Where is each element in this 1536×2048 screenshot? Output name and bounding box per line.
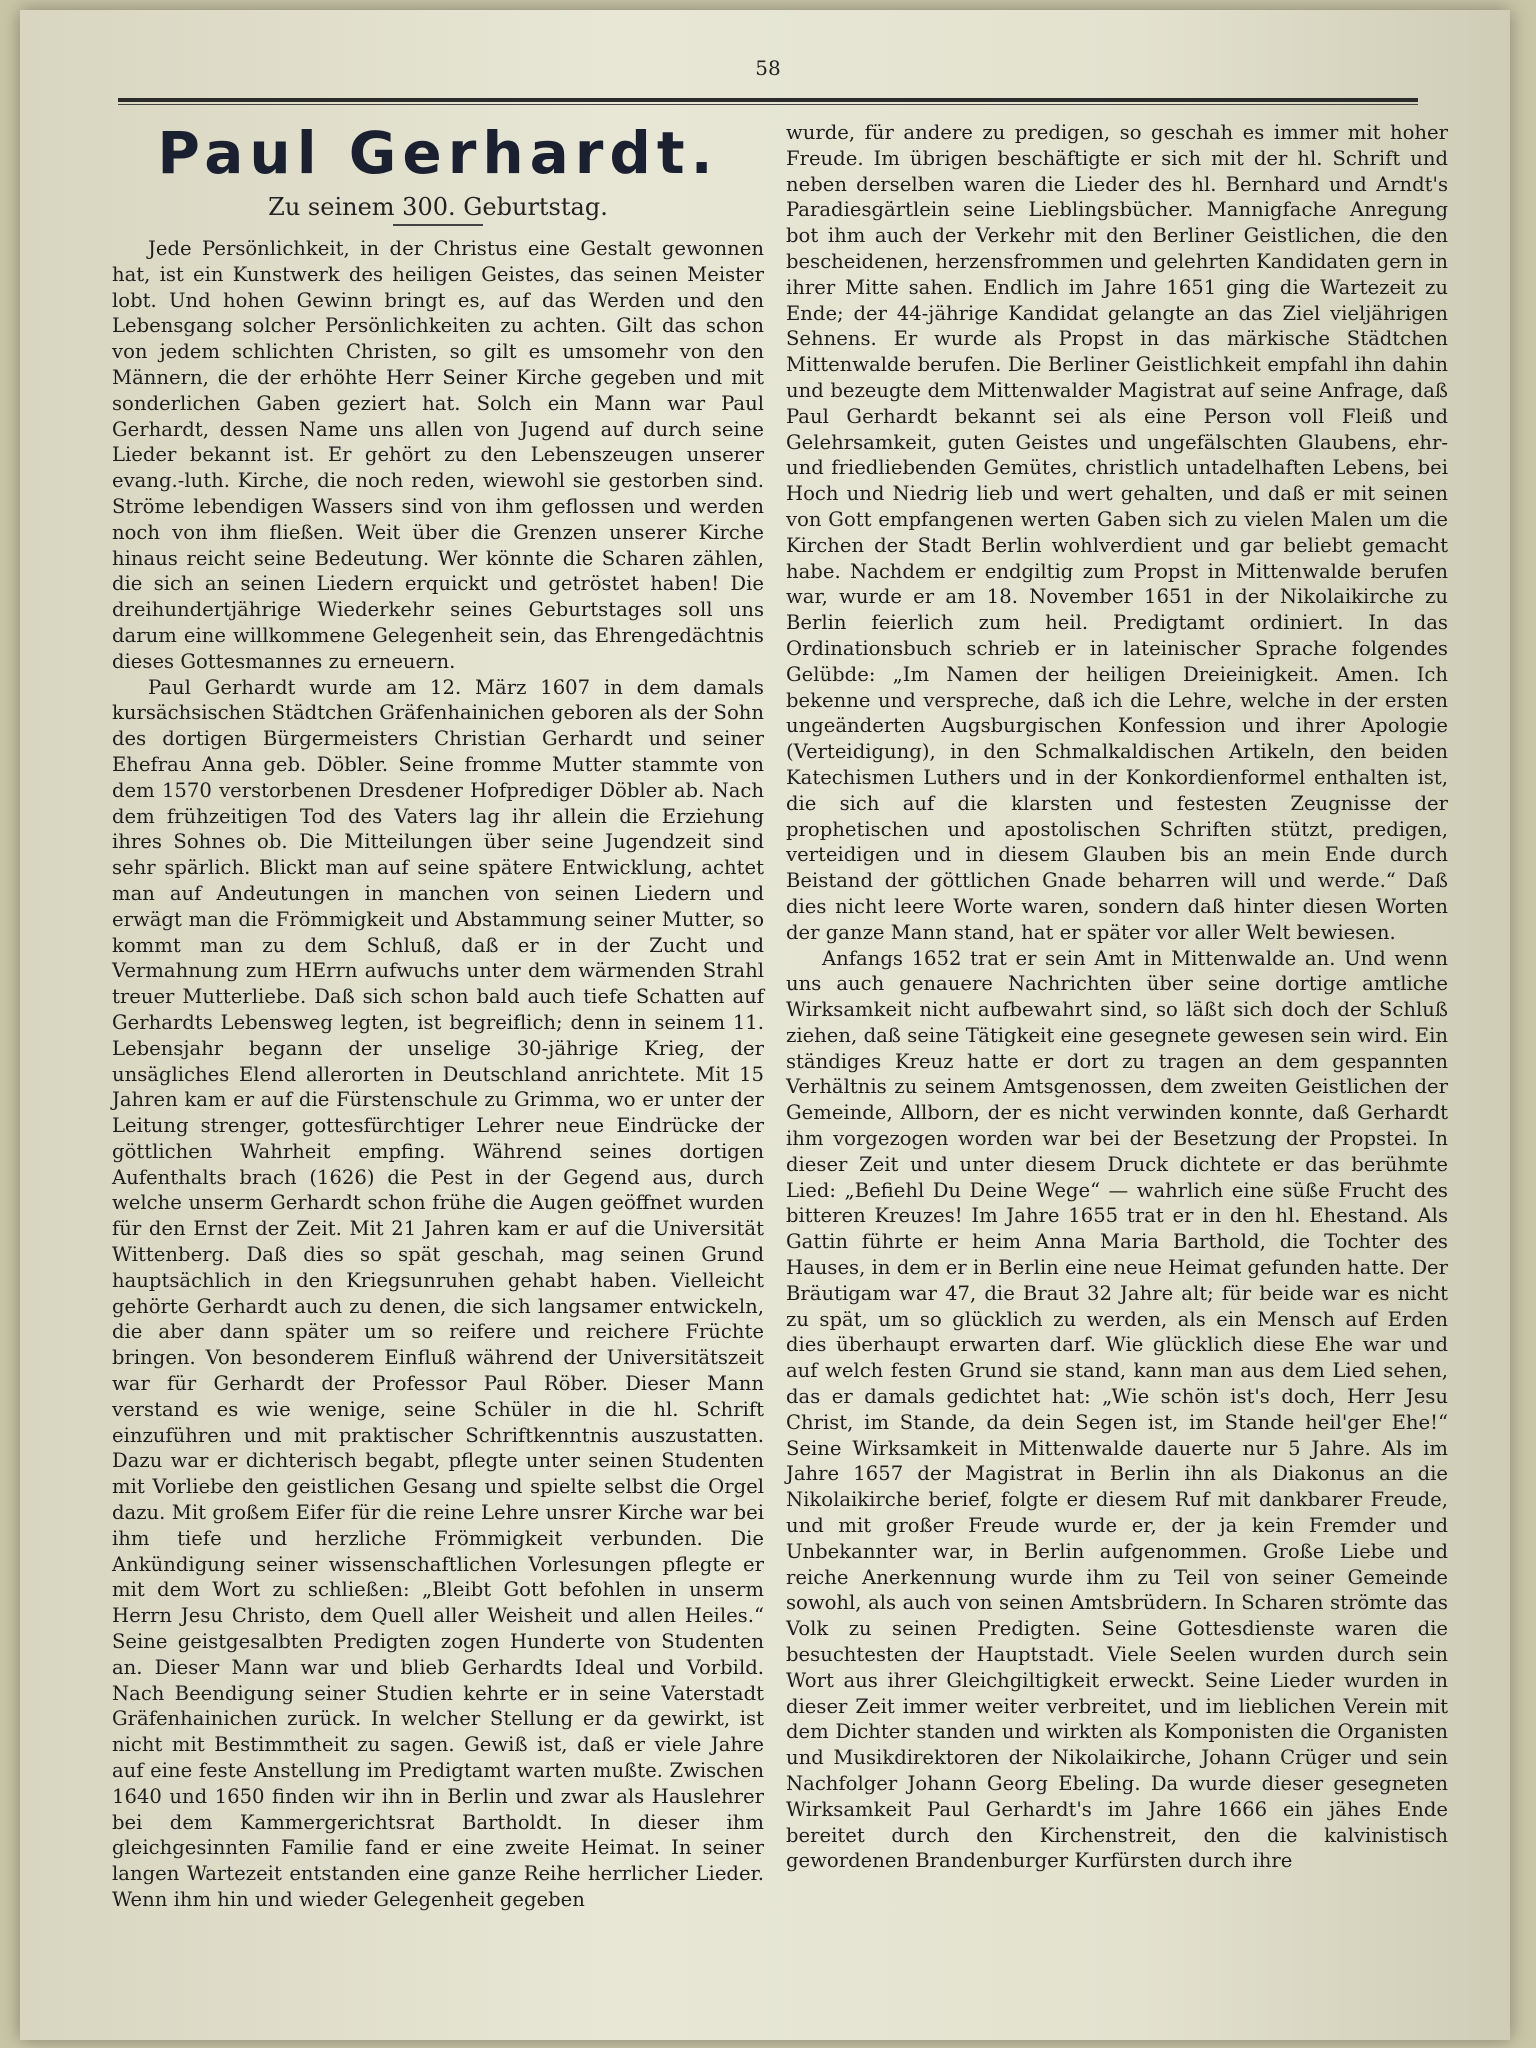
left-column xyxy=(112,118,764,1913)
page-number: 58 xyxy=(755,56,781,80)
article-title: Paul Gerhardt. xyxy=(157,119,719,187)
paragraph-intro: Jede Persönlichkeit, in der Christus eine Gestalt gewonnen hat, ist ein Kunstwerk des heiligen Geistes, das seinen Meister lobt. Und hohen Gewinn bringt es, auf das Werden und den Lebensgang solcher Persönlichkeiten zu achten. Gilt das schon von jedem schlichten Christen, so gilt es umsomehr von den Männern, die der erhöhte Herr Seiner Kirche gegeben und mit sonderlichen Gaben geziert hat. Solch ein Mann war Paul Gerhardt, dessen Name uns allen von Jugend auf durch seine Lieder bekannt ist. Er gehört zu den Lebenszeugen unserer evang.-luth. Kirche, die noch reden, wiewohl sie gestorben sind. Ströme lebendigen Wassers sind von ihm geflossen und werden noch von ihm fließen. Weit über die Grenzen unserer Kirche hinaus reicht seine Bedeutung. Wer könnte die Scharen zählen, die sich an seinen Liedern erquickt und getröstet haben! Die dreihundertjährige Wiederkehr seines Geburtstages soll uns darum eine willkommene Gelegenheit sein, das Ehrengedächtnis dieses Gottesmannes zu erneuern. xyxy=(112,237,764,673)
right-column xyxy=(786,120,1448,1874)
paragraph-biography: Paul Gerhardt wurde am 12. März 1607 in dem damals kursächsischen Städtchen Gräfenhainichen geboren als der Sohn des dortigen Bürgermeisters Christian Gerhardt und seiner Ehefrau Anna geb. Döbler. Seine fromme Mutter stammte von dem 1570 verstorbenen Dresdener Hofprediger Döbler ab. Nach dem frühzeitigen Tod des Vaters lag ihr allein die Erziehung ihres Sohnes ob. Die Mitteilungen über seine Jugendzeit sind sehr spärlich. Blickt man auf seine spätere Entwicklung, achtet man auf Andeutungen in manchen von seinen Liedern und erwägt man die Frömmigkeit und Abstammung seiner Mutter, so kommt man zu dem Schluß, daß er in der Zucht und Vermahnung zum HErrn aufwuchs unter dem wärmenden Strahl treuer Mutterliebe. Daß sich schon bald auch tiefe Schatten auf Gerhardts Lebensweg legten, ist begreiflich; denn in seinem 11. Lebensjahr begann der unselige 30-jährige Krieg, der unsägliches Elend allerorten in Deutschland anrichtete. Mit 15 Jahren kam er auf die Fürstenschule zu Grimma, wo er unter der Leitung strenger, gottesfürchtiger Lehrer neue Eindrücke der göttlichen Wahrheit empfing. Während seines dortigen Aufenthalts brach (1626) die Pest in der Gegend aus, durch welche unserm Gerhardt schon frühe die Augen geöffnet wurden für den Ernst der Zeit. Mit 21 Jahren kam er auf die Universität Wittenberg. Daß dies so spät geschah, mag seinen Grund hauptsächlich in den Kriegsunruhen gehabt haben. Vielleicht gehörte Gerhardt auch zu denen, die sich langsamer entwickeln, die aber dann später um so reifere und reichere Früchte bringen. Von besonderem Einfluß während der Universitätszeit war für Gerhardt der Professor Paul Röber. Dieser Mann verstand es wie wenige, seine Schüler in die hl. Schrift einzuführen und mit praktischer Schriftkenntnis auszustatten. Dazu war er dichterisch begabt, pflegte unter seinen Studenten mit Vorliebe den geistlichen Gesang und spielte selbst die Orgel dazu. Mit großem Eifer für die reine Lehre unsrer Kirche war bei ihm tiefe und herzliche Frömmigkeit verbunden. Die Ankündigung seiner wissenschaftlichen Vorlesungen pflegte er mit dem Wort zu schließen: „Bleibt Gott befohlen in unserm Herrn Jesu Christo, dem Quell aller Weisheit und allen Heiles.“ Seine geistgesalbten Predigten zogen Hunderte von Studenten an. Dieser Mann war und blieb Gerhardts Ideal und Vorbild. Nach Beendigung seiner Studien kehrte er in seine Vaterstadt Gräfenhainichen zurück. In welcher Stellung er da gewirkt, ist nicht mit Bestimmtheit zu sagen. Gewiß ist, daß er viele Jahre auf eine feste Anstellung im Predigtamt warten mußte. Zwischen 1640 und 1650 finden wir ihn in Berlin und zwar als Hauslehrer bei dem Kammergerichtsrat Bartholdt. In dieser ihm gleichgesinnten Familie fand er eine zweite Heimat. In seiner langen Wartezeit entstanden eine ganze Reihe herrlicher Lieder. Wenn ihm hin und wieder Gelegenheit gegeben xyxy=(112,675,764,1911)
paragraph-continuation: wurde, für andere zu predigen, so geschah es immer mit hoher Freude. Im übrigen beschäftigte er sich mit der hl. Schrift und neben derselben waren die Lieder des hl. Bernhard und Arndt's Paradiesgärtlein seine Lieblingsbücher. Mannigfache Anregung bot ihm auch der Verkehr mit den Berliner Geistlichen, die den bescheidenen, herzensfrommen und gelehrten Kandidaten gern in ihrer Mitte sahen. Endlich im Jahre 1651 ging die Wartezeit zu Ende; der 44-jährige Kandidat gelangte an das Ziel vieljährigen Sehnens. Er wurde als Propst in das märkische Städtchen Mittenwalde berufen. Die Berliner Geistlichkeit empfahl ihn dahin und bezeugte dem Mittenwalder Magistrat auf seine Anfrage, daß Paul Gerhardt bekannt sei als eine Person voll Fleiß und Gelehrsamkeit, guten Geistes und ungefälschten Glaubens, ehr- und friedliebenden Gemütes, christlich untadelhaften Lebens, bei Hoch und Niedrig lieb und wert gehalten, und daß er mit seinen von Gott empfangenen werten Gaben sich zu vielen Malen um die Kirchen der Stadt Berlin wohlverdient und gar beliebt gemacht habe. Nachdem er endgiltig zum Propst in Mittenwalde berufen war, wurde er am 18. November 1651 in der Nikolaikirche zu Berlin feierlich zum heil. Predigtamt ordiniert. In das Ordinationsbuch schrieb er in lateinischer Sprache folgendes Gelübde: „Im Namen der heiligen Dreieinigkeit. Amen. Ich bekenne und verspreche, daß ich die Lehre, welche in der ersten ungeänderten Augsburgischen Konfession und ihrer Apologie (Verteidigung), in den Schmalkaldischen Artikeln, den beiden Katechismen Luthers und in der Konkordienformel enthalten ist, die sich auf die klarsten und festesten Zeugnisse der prophetischen und apostolischen Schriften stützt, predigen, verteidigen und in diesem Glauben bis an mein Ende durch Beistand der göttlichen Gnade beharren will und werde.“ Daß dies nicht leere Worte waren, sondern daß hinter diesen Worten der ganze Mann stand, hat er später vor aller Welt bewiesen. xyxy=(786,121,1448,944)
header-rule xyxy=(118,98,1418,102)
article-subtitle: Zu seinem 300. Geburtstag. xyxy=(268,193,608,221)
subtitle-rule xyxy=(393,224,483,226)
header-rule-thin xyxy=(118,104,1418,105)
paragraph-mittenwalde: Anfangs 1652 trat er sein Amt in Mittenwalde an. Und wenn uns auch genauere Nachrichten über seine dortige amtliche Wirksamkeit nicht aufbewahrt sind, so läßt sich doch der Schluß ziehen, daß seine Tätigkeit eine gesegnete gewesen sein wird. Ein ständiges Kreuz hatte er dort zu tragen an dem gespannten Verhältnis zu seinem Amtsgenossen, dem zweiten Geistlichen der Gemeinde, Allborn, der es nicht verwinden konnte, daß Gerhardt ihm vorgezogen worden war bei der Besetzung der Propstei. In dieser Zeit und unter diesem Druck dichtete er das berühmte Lied: „Befiehl Du Deine Wege“ — wahrlich eine süße Frucht des bitteren Kreuzes! Im Jahre 1655 trat er in den hl. Ehestand. Als Gattin führte er heim Anna Maria Barthold, die Tochter des Hauses, in dem er in Berlin eine neue Heimat gefunden hatte. Der Bräutigam war 47, die Braut 32 Jahre alt; für beide war es nicht zu spät, um so glücklich zu werden, als ein Mensch auf Erden dies überhaupt erwarten darf. Wie glücklich diese Ehe war und auf welch festen Grund sie stand, kann man aus dem Lied sehen, das er damals gedichtet hat: „Wie schön ist's doch, Herr Jesu Christ, im Stande, da dein Segen ist, im Stande heil'ger Ehe!“ Seine Wirksamkeit in Mittenwalde dauerte nur 5 Jahre. Als im Jahre 1657 der Magistrat in Berlin ihn als Diakonus an die Nikolaikirche berief, folgte er diesem Ruf mit dankbarer Freude, und mit großer Freude wurde er, der ja kein Fremder und Unbekannter war, in Berlin aufgenommen. Große Liebe und reiche Anerkennung wurde ihm zu Teil von seiner Gemeinde sowohl, als auch von seinen Amtsbrüdern. In Scharen strömte das Volk zu seinen Predigten. Seine Gottesdienste waren die besuchtesten der Hauptstadt. Viele Seelen wurden durch sein Wort aus ihrer Gleichgiltigkeit erweckt. Seine Lieder wurden in dieser Zeit immer weiter verbreitet, und im lieblichen Verein mit dem Dichter standen und wirkten als Komponisten die Organisten und Musikdirektoren der Nikolaikirche, Johann Crüger und sein Nachfolger Johann Georg Ebeling. Da wurde dieser gesegneten Wirksamkeit Paul Gerhardt's im Jahre 1666 ein jähes Ende bereitet durch den Kirchenstreit, den die kalvinistisch gewordenen Brandenburger Kurfürsten durch ihre xyxy=(786,946,1448,1873)
